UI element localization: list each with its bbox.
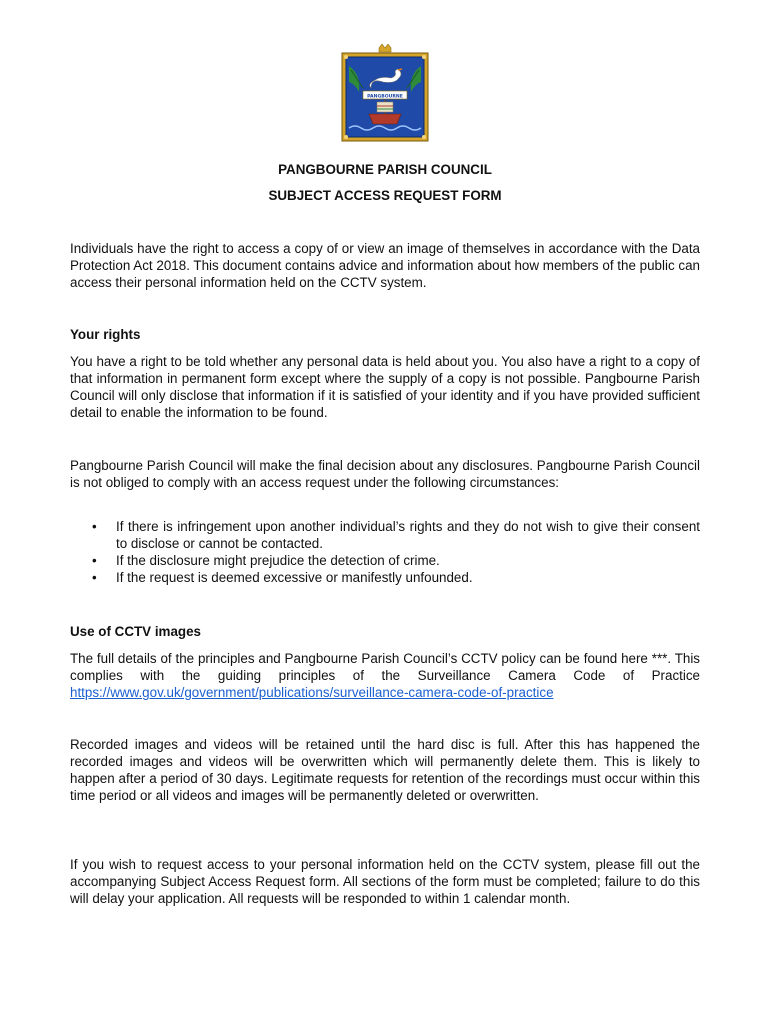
retention-paragraph: Recorded images and videos will be retained until the hard disc is full. After this has happened the recorded images and videos will be overwritten which will permanently delete them. This is likely to happen after a period of 30 days. Legitimate requests for retention of the recordings must occur within this time period or all videos and images will be permanently deleted or overwritten. [70,737,700,803]
rights-paragraph: You have a right to be told whether any personal data is held about you. You also have a right to a copy of that information in permanent form except where the supply of a copy is not possible. Pangbourne Parish Council will only disclose that information if it is satisfied of your identity and if you have provided sufficient detail to enable the information to be found. [70,354,700,420]
list-item-text: If the disclosure might prejudice the detection of crime. [116,553,440,568]
parish-crest-logo [341,44,429,142]
bullet-icon: • [92,570,97,585]
exemption-list [70,518,700,586]
council-title: PANGBOURNE PARISH COUNCIL [278,162,492,177]
cctv-policy-text: The full details of the principles and Pangbourne Parish Council’s CCTV policy can be found here ***. This complies with the guiding principles of the Surveillance Camera Code of Practice [70,651,700,683]
disclosure-paragraph: Pangbourne Parish Council will make the final decision about any disclosures. Pangbourne Parish Council is not obliged to comply with an access request under the following circumstances: [70,458,700,490]
form-title: SUBJECT ACCESS REQUEST FORM [268,188,502,203]
bullet-icon: • [92,553,97,568]
bullet-icon: • [92,519,97,534]
request-paragraph: If you wish to request access to your personal information held on the CCTV system, please fill out the accompanying Subject Access Request form. All sections of the form must be completed; failure to do this will delay your application. All requests will be responded to within 1 calendar month. [70,857,700,906]
your-rights-heading: Your rights [70,327,141,342]
list-item [70,552,700,569]
crest-banner-text: PANGBOURNE [367,94,403,100]
list-item [70,569,700,586]
code-of-practice-link[interactable]: https://www.gov.uk/government/publications/surveillance-camera-code-of-practice [70,685,554,700]
cctv-policy-paragraph [70,650,700,701]
list-item-text: If the request is deemed excessive or manifestly unfounded. [116,570,473,585]
list-item [70,518,700,552]
cctv-heading: Use of CCTV images [70,624,201,639]
intro-paragraph: Individuals have the right to access a copy of or view an image of themselves in accordance with the Data Protection Act 2018. This document contains advice and information about how members of the public can access their personal information held on the CCTV system. [70,241,700,290]
list-item-text: If there is infringement upon another individual’s rights and they do not wish to give their consent to disclose or cannot be contacted. [116,519,700,551]
